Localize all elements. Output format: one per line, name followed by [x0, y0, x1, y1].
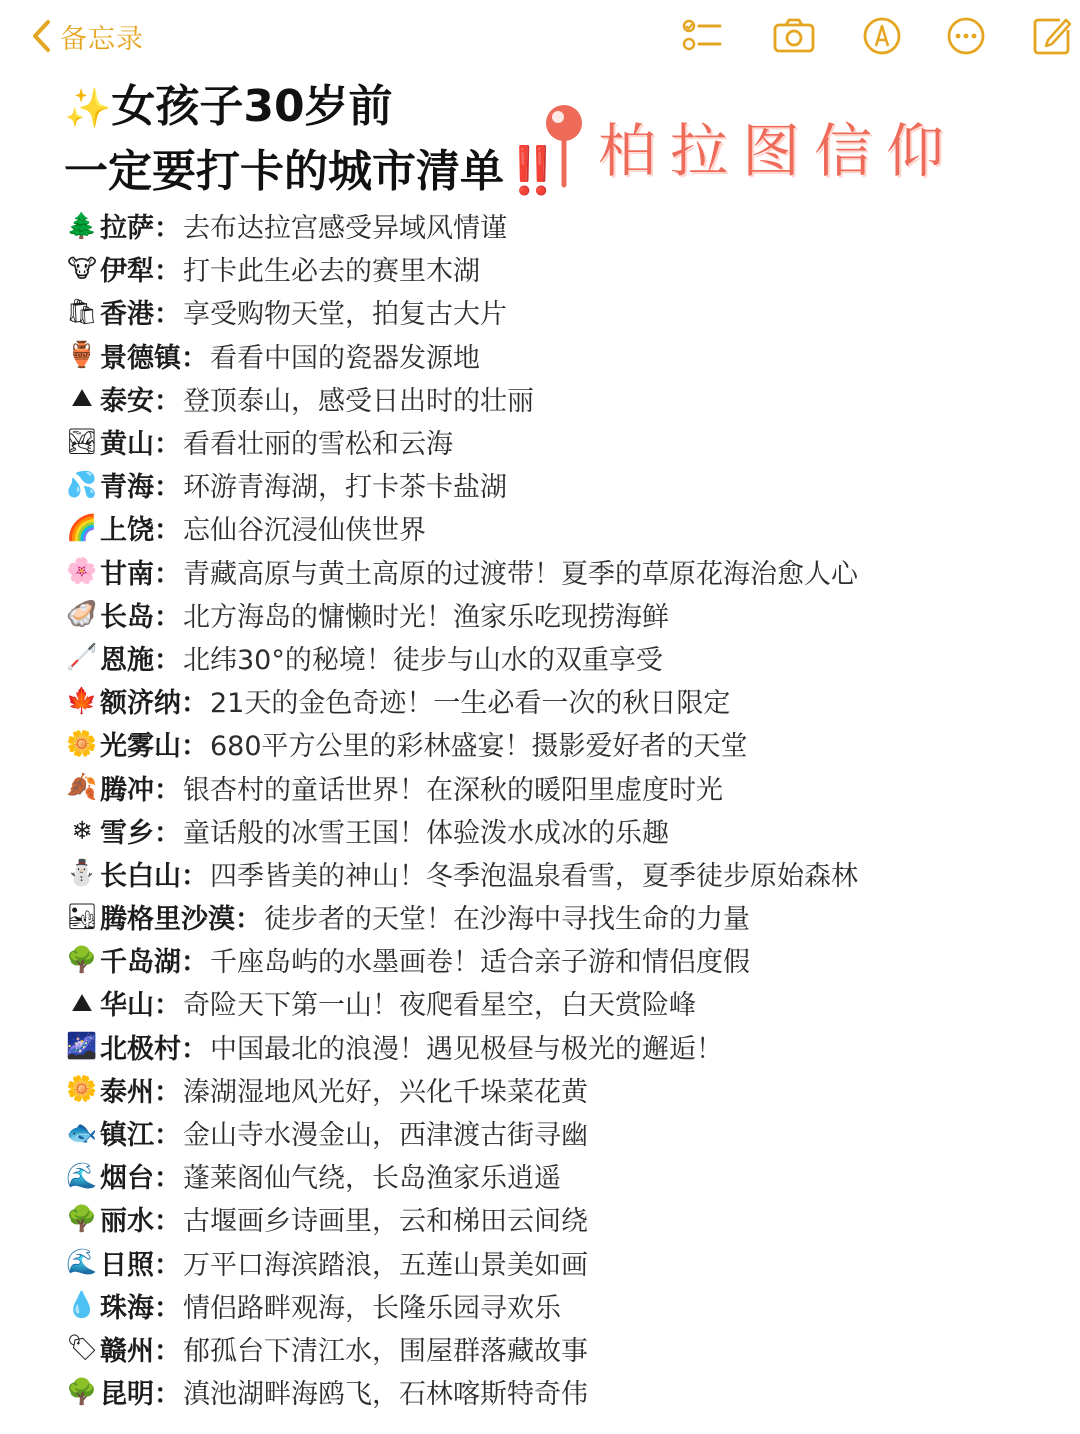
city-description: 徒步者的天堂！在沙海中寻找生命的力量 [264, 904, 750, 936]
colon-separator: ： [154, 213, 181, 245]
emoji-icon: 🏷 [66, 1333, 98, 1363]
city-description: 童话般的冰雪王国！体验泼水成冰的乐趣 [183, 817, 669, 849]
emoji-icon: 💦 [66, 469, 98, 499]
city-description: 忘仙谷沉浸仙侠世界 [183, 515, 426, 547]
emoji-icon: 🌊 [66, 1160, 98, 1190]
sparkles-icon: ✨ [64, 86, 112, 130]
city-name: 黄山 [100, 429, 154, 461]
markup-button[interactable] [860, 14, 904, 58]
emoji-icon: 🌳 [66, 1203, 98, 1233]
emoji-icon: 🌈 [66, 512, 98, 542]
city-name: 北极村 [100, 1033, 181, 1065]
city-name: 甘南 [100, 558, 154, 590]
emoji-icon: 🌳 [66, 1376, 98, 1406]
colon-separator: ： [154, 515, 181, 547]
emoji-icon: 🐟 [66, 1117, 98, 1147]
city-name: 华山 [100, 990, 154, 1022]
city-description: 北纬30°的秘境！徒步与山水的双重享受 [183, 644, 663, 676]
colon-separator: ： [181, 1033, 208, 1065]
colon-separator: ： [181, 860, 208, 892]
city-description: 郁孤台下清江水，围屋群落藏故事 [183, 1335, 588, 1367]
list-item [64, 1370, 1064, 1413]
list-item [64, 463, 1064, 506]
emoji-icon: ⛰ [71, 987, 93, 1017]
colon-separator: ： [154, 990, 181, 1022]
city-description: 千座岛屿的水墨画卷！适合亲子游和情侣度假 [210, 947, 750, 979]
city-name: 青海 [100, 472, 154, 504]
colon-separator: ： [154, 299, 181, 331]
city-description: 溱湖湿地风光好，兴化千垛菜花黄 [183, 1076, 588, 1108]
emoji-icon: 🏺 [66, 340, 98, 370]
city-description: 青藏高原与黄土高原的过渡带！夏季的草原花海治愈人心 [183, 558, 858, 590]
emoji-icon: ❄ [71, 815, 93, 845]
emoji-icon: 🌳 [66, 944, 98, 974]
watermark-overlay [540, 96, 958, 196]
city-description: 中国最北的浪漫！遇见极昼与极光的邂逅！ [210, 1033, 723, 1065]
city-name: 千岛湖 [100, 947, 181, 979]
emoji-icon: 🌸 [66, 556, 98, 586]
colon-separator: ： [181, 342, 208, 374]
city-description: 银杏村的童话世界！在深秋的暖阳里虚度时光 [183, 774, 723, 806]
list-item [64, 204, 1064, 247]
city-description: 登顶泰山，感受日出时的壮丽 [183, 385, 534, 417]
list-item [64, 593, 1064, 636]
city-description: 21天的金色奇迹！一生必看一次的秋日限定 [210, 688, 731, 720]
list-item [64, 1154, 1064, 1197]
colon-separator: ： [154, 256, 181, 288]
colon-separator: ： [154, 472, 181, 504]
colon-separator: ： [154, 644, 181, 676]
colon-separator: ： [154, 1292, 181, 1324]
camera-icon [772, 14, 816, 58]
more-ellipsis-icon [944, 14, 988, 58]
chevron-left-icon [28, 16, 54, 56]
back-button[interactable] [28, 14, 144, 58]
list-item [64, 1327, 1064, 1370]
city-description: 看看壮丽的雪松和云海 [183, 429, 453, 461]
colon-separator: ： [154, 1076, 181, 1108]
emoji-icon: 🌌 [66, 1031, 98, 1061]
emoji-icon: 🍂 [66, 772, 98, 802]
list-item [64, 290, 1064, 333]
city-name: 长白山 [100, 860, 181, 892]
list-item [64, 1111, 1064, 1154]
city-name: 日照 [100, 1249, 154, 1281]
colon-separator: ： [154, 1206, 181, 1238]
city-name: 伊犁 [100, 256, 154, 288]
list-item [64, 420, 1064, 463]
checklist-icon [680, 14, 724, 58]
back-label: 备忘录 [60, 23, 144, 55]
list-item [64, 1241, 1064, 1284]
list-item [64, 981, 1064, 1024]
list-item [64, 809, 1064, 852]
city-description: 奇险天下第一山！夜爬看星空，白天赏险峰 [183, 990, 696, 1022]
list-item [64, 334, 1064, 377]
colon-separator: ： [154, 1120, 181, 1152]
city-description: 蓬莱阁仙气绕，长岛渔家乐逍遥 [183, 1163, 561, 1195]
city-name: 烟台 [100, 1163, 154, 1195]
colon-separator: ： [154, 558, 181, 590]
city-name: 泰州 [100, 1076, 154, 1108]
list-item [64, 722, 1064, 765]
colon-separator: ： [154, 429, 181, 461]
city-name: 长岛 [100, 601, 154, 633]
city-name: 腾格里沙漠 [100, 904, 235, 936]
colon-separator: ： [154, 817, 181, 849]
colon-separator: ： [154, 774, 181, 806]
list-item [64, 1284, 1064, 1327]
city-name: 镇江 [100, 1120, 154, 1152]
navigation-bar [0, 0, 1080, 72]
city-name: 腾冲 [100, 774, 154, 806]
emoji-icon: 🌊 [66, 1247, 98, 1277]
colon-separator: ： [154, 1163, 181, 1195]
city-description: 金山寺水漫金山，西津渡古街寻幽 [183, 1120, 588, 1152]
city-name: 光雾山 [100, 731, 181, 763]
city-description: 古堰画乡诗画里，云和梯田云间绕 [183, 1206, 588, 1238]
list-item [64, 550, 1064, 593]
emoji-icon: 🦯 [66, 642, 98, 672]
city-name: 额济纳 [100, 688, 181, 720]
emoji-icon: 💧 [66, 1290, 98, 1320]
checklist-button[interactable] [680, 14, 724, 58]
watermark-text: 柏拉图信仰 [598, 117, 959, 185]
list-item [64, 852, 1064, 895]
colon-separator: ： [154, 1379, 181, 1411]
list-item [64, 506, 1064, 549]
emoji-icon: 🏜 [66, 901, 98, 931]
city-name: 丽水 [100, 1206, 154, 1238]
city-name: 珠海 [100, 1292, 154, 1324]
emoji-icon: 🦪 [66, 599, 98, 629]
city-description: 环游青海湖，打卡茶卡盐湖 [183, 472, 507, 504]
compose-button[interactable] [1030, 14, 1074, 58]
list-item [64, 247, 1064, 290]
list-item [64, 377, 1064, 420]
colon-separator: ： [181, 947, 208, 979]
emoji-icon: ⛰ [71, 383, 93, 413]
city-name: 拉萨 [100, 213, 154, 245]
pushpin-icon [540, 101, 590, 191]
city-name: 赣州 [100, 1335, 154, 1367]
city-description: 打卡此生必去的赛里木湖 [183, 256, 480, 288]
city-description: 情侣路畔观海，长隆乐园寻欢乐 [183, 1292, 561, 1324]
colon-separator: ： [154, 1249, 181, 1281]
double-exclamation-icon: ‼️ [504, 143, 562, 197]
colon-separator: ： [235, 904, 262, 936]
city-description: 去布达拉宫感受异域风情谨 [183, 213, 507, 245]
list-item [64, 938, 1064, 981]
colon-separator: ： [181, 731, 208, 763]
title-text-2: 一定要打卡的城市清单 [64, 146, 504, 197]
list-item [64, 1068, 1064, 1111]
markup-pen-icon [860, 14, 904, 58]
list-item [64, 1025, 1064, 1068]
city-name: 泰安 [100, 385, 154, 417]
city-description: 四季皆美的神山！冬季泡温泉看雪，夏季徒步原始森林 [210, 860, 858, 892]
city-description: 万平口海滨踏浪，五莲山景美如画 [183, 1249, 588, 1281]
colon-separator: ： [154, 601, 181, 633]
emoji-icon: 🌲 [66, 210, 98, 240]
city-description: 北方海岛的慵懒时光！渔家乐吃现捞海鲜 [183, 601, 669, 633]
city-name: 恩施 [100, 644, 154, 676]
city-description: 享受购物天堂，拍复古大片 [183, 299, 507, 331]
colon-separator: ： [154, 1335, 181, 1367]
compose-icon [1030, 14, 1074, 58]
colon-separator: ： [154, 385, 181, 417]
list-item [64, 1197, 1064, 1240]
city-description: 看看中国的瓷器发源地 [210, 342, 480, 374]
list-item [64, 765, 1064, 808]
emoji-icon: 🐮 [67, 254, 97, 284]
city-name: 昆明 [100, 1379, 154, 1411]
emoji-icon: 🌼 [66, 728, 98, 758]
title-text-1: 女孩子30岁前 [111, 81, 393, 132]
list-item [64, 636, 1064, 679]
emoji-icon: 🌼 [66, 1074, 98, 1104]
emoji-icon: 🛍 [66, 296, 98, 326]
city-name: 香港 [100, 299, 154, 331]
emoji-icon: ⛄ [66, 858, 98, 888]
colon-separator: ： [181, 688, 208, 720]
city-description: 滇池湖畔海鸥飞，石林喀斯特奇伟 [183, 1379, 588, 1411]
list-item [64, 679, 1064, 722]
city-description: 680平方公里的彩林盛宴！摄影爱好者的天堂 [210, 731, 748, 763]
camera-button[interactable] [772, 14, 816, 58]
city-name: 景德镇 [100, 342, 181, 374]
list-item [64, 895, 1064, 938]
city-name: 上饶 [100, 515, 154, 547]
city-list [64, 204, 1064, 1413]
city-name: 雪乡 [100, 817, 154, 849]
more-button[interactable] [944, 14, 988, 58]
emoji-icon: 🍁 [66, 685, 98, 715]
emoji-icon: 🏞 [66, 426, 98, 456]
